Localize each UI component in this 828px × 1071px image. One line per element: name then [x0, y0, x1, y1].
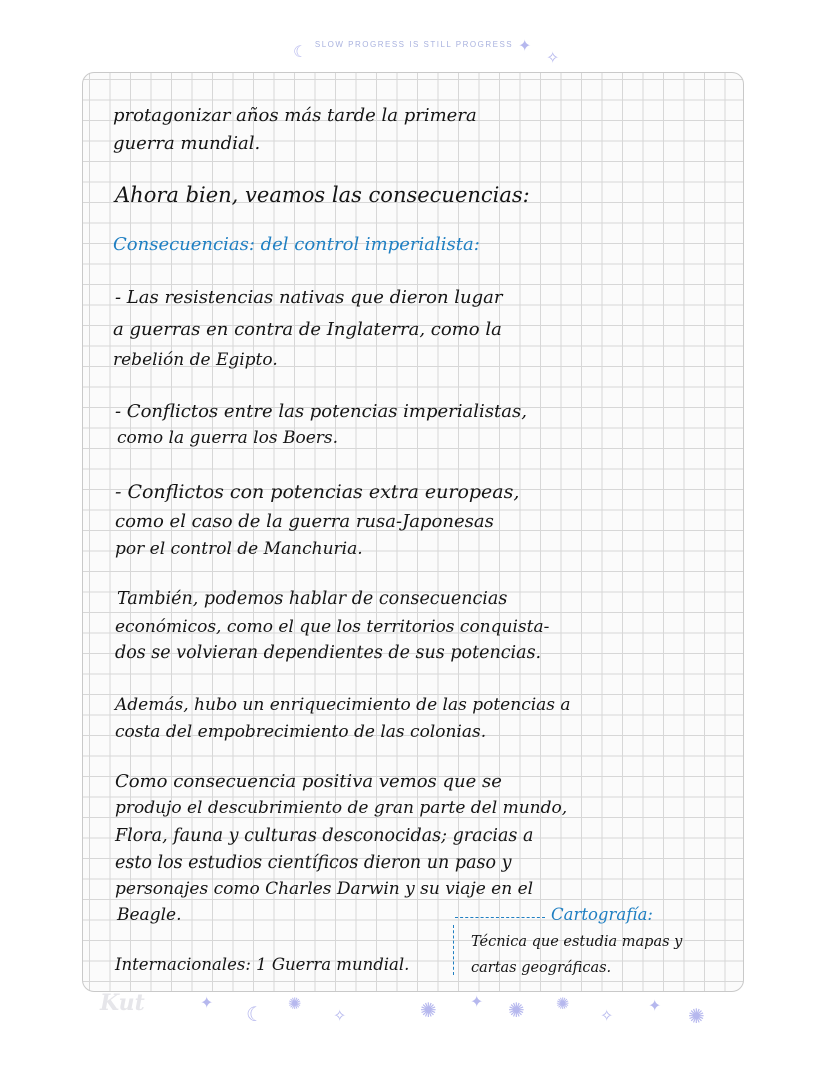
text-line: por el control de Manchuria. — [115, 539, 363, 559]
text-line: Como consecuencia positiva vemos que se — [115, 771, 502, 792]
star-icon: ✧ — [546, 48, 560, 67]
text-line: Además, hubo un enriquecimiento de las potencias a — [115, 695, 571, 715]
text-line: Ahora bien, veamos las consecuencias: — [115, 183, 530, 207]
header-motto: SLOW PROGRESS IS STILL PROGRESS — [314, 40, 514, 49]
text-line: - Conflictos con potencias extra europeas, — [115, 481, 520, 503]
text-line: protagonizar años más tarde la primera — [113, 105, 477, 126]
text-line: a guerras en contra de Inglaterra, como la — [113, 319, 502, 340]
notebook-page — [82, 72, 744, 992]
moon-icon: ☾ — [293, 42, 308, 61]
side-note-line: Técnica que estudia mapas y — [471, 934, 683, 950]
moon-icon: ☾ — [246, 1002, 264, 1026]
section-heading: Consecuencias: del control imperialista: — [113, 234, 480, 255]
text-line: - Conflictos entre las potencias imperialistas, — [115, 401, 527, 422]
star-icon: ✧ — [600, 1006, 614, 1025]
sparkle-icon: ✦ — [518, 36, 532, 55]
text-line: - Las resistencias nativas que dieron lugar — [115, 287, 503, 308]
text-line: personajes como Charles Darwin y su viaje en el — [115, 879, 534, 899]
sun-icon: ✺ — [288, 994, 302, 1013]
text-line: como el caso de la guerra rusa-Japonesas — [115, 511, 494, 532]
sparkle-icon: ✦ — [200, 993, 214, 1012]
side-note-title: Cartografía: — [551, 905, 653, 924]
sparkle-icon: ✦ — [470, 992, 484, 1011]
brand-logo: Kut — [100, 990, 145, 1016]
text-line: costa del empobrecimiento de las colonias. — [115, 722, 487, 742]
text-line: Beagle. — [117, 905, 182, 925]
sun-icon: ✺ — [508, 998, 525, 1022]
text-line: Flora, fauna y culturas desconocidas; gracias a — [115, 826, 534, 846]
text-line: También, podemos hablar de consecuencias — [117, 589, 508, 609]
side-note-line: cartas geográficas. — [471, 960, 612, 976]
text-line: esto los estudios científicos dieron un paso y — [115, 853, 512, 873]
note-connector — [455, 917, 545, 918]
sun-icon: ✺ — [688, 1004, 705, 1028]
footer-line: Internacionales: 1 Guerra mundial. — [115, 955, 410, 974]
sun-icon: ✺ — [420, 998, 437, 1022]
text-line: económicos, como el que los territorios conquista- — [115, 617, 550, 637]
text-line: produjo el descubrimiento de gran parte del mundo, — [115, 798, 568, 818]
text-line: guerra mundial. — [113, 133, 261, 154]
sparkle-icon: ✦ — [648, 996, 662, 1015]
text-line: dos se volvieran dependientes de sus potencias. — [115, 643, 542, 663]
text-line: como la guerra los Boers. — [117, 428, 339, 448]
star-icon: ✧ — [333, 1006, 347, 1025]
text-line: rebelión de Egipto. — [113, 350, 278, 370]
note-bracket — [453, 925, 454, 975]
sun-icon: ✺ — [556, 994, 570, 1013]
